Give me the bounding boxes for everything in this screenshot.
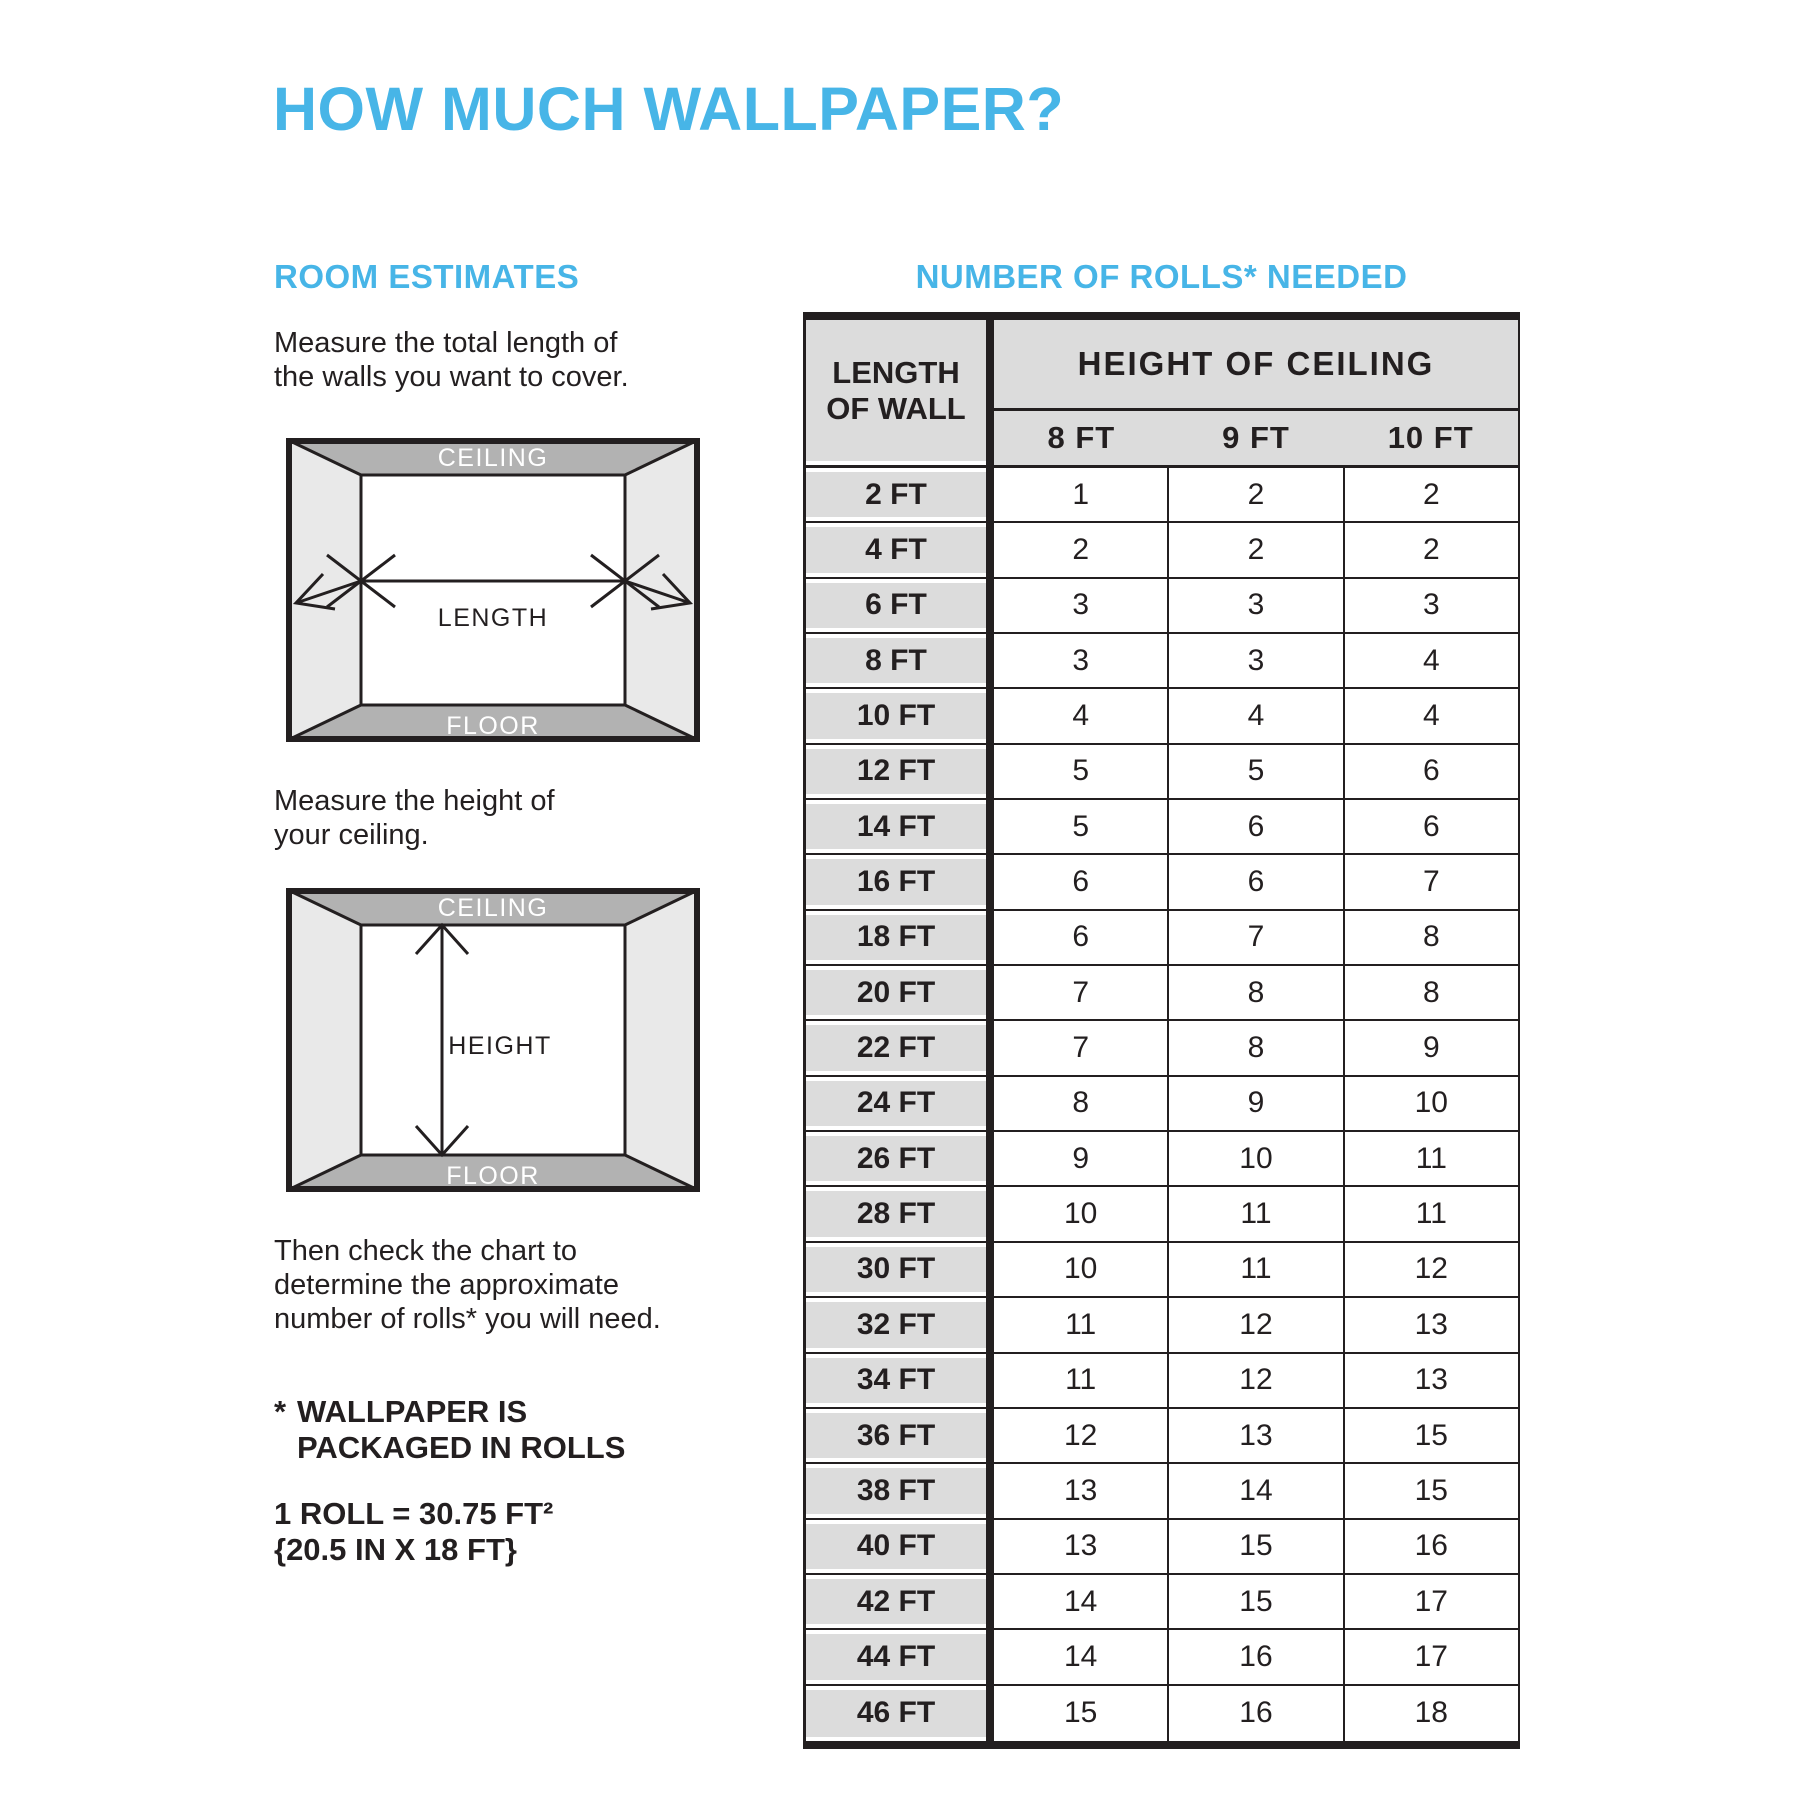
table-row <box>806 1187 1518 1242</box>
rolls-value-cell: 2 <box>1422 477 1440 511</box>
header-divider-bar <box>986 320 994 1741</box>
table-row <box>806 745 1518 800</box>
rolls-value-cell: 12 <box>1414 1252 1448 1286</box>
rolls-value-cell: 11 <box>1415 1197 1447 1231</box>
wall-length-cell: 12 FT <box>806 749 986 794</box>
wall-length-cell: 34 FT <box>806 1358 986 1403</box>
table-row <box>806 1630 1518 1685</box>
wall-length-cell-wrap <box>806 1686 986 1741</box>
row-header-cell <box>806 320 986 465</box>
table-header <box>806 320 1518 465</box>
wall-length-cell: 2 FT <box>806 472 986 517</box>
rolls-value-cell: 8 <box>1169 966 1344 1019</box>
table-row <box>806 966 1518 1021</box>
roll-spec-line1: 1 ROLL = 30.75 FT² <box>274 1496 554 1531</box>
step1-text <box>274 326 629 394</box>
length-label: LENGTH <box>437 604 549 632</box>
table-row <box>806 1243 1518 1298</box>
rolls-value-cell: 8 <box>994 1077 1169 1130</box>
rolls-value-cell: 5 <box>1169 745 1344 798</box>
room-height-diagram <box>286 888 700 1192</box>
rolls-value-cell: 2 <box>1169 468 1344 521</box>
rolls-value-cell: 7 <box>994 1021 1169 1074</box>
wall-length-cell-wrap <box>806 1409 986 1462</box>
rolls-value-cell: 4 <box>1422 643 1440 677</box>
rolls-value-cell: 8 <box>1169 1021 1344 1074</box>
rolls-value-cell: 6 <box>994 911 1169 964</box>
wall-length-cell: 22 FT <box>806 1025 986 1070</box>
row-header-line2: OF WALL <box>826 390 966 426</box>
rolls-value-cell: 17 <box>1414 1639 1448 1673</box>
wall-length-cell: 6 FT <box>806 583 986 628</box>
table-row <box>806 1298 1518 1353</box>
wall-length-cell: 44 FT <box>806 1634 986 1679</box>
row-header-line1: LENGTH <box>832 354 960 390</box>
rolls-value-cell: 14 <box>994 1630 1169 1683</box>
rolls-value-cell: 16 <box>1169 1686 1344 1741</box>
table-row <box>806 1464 1518 1519</box>
rolls-value-cell: 11 <box>1415 1141 1447 1175</box>
wall-length-cell-wrap <box>806 1187 986 1240</box>
wall-length-cell-wrap <box>806 1298 986 1351</box>
step3-line1: Then check the chart to <box>274 1235 578 1267</box>
table-row <box>806 1021 1518 1076</box>
step3-text <box>274 1234 661 1336</box>
ceiling-label: CEILING <box>437 894 549 922</box>
rolls-table-body <box>806 468 1518 1741</box>
wall-length-cell: 10 FT <box>806 693 986 738</box>
table-row <box>806 1520 1518 1575</box>
rolls-value-cell: 2 <box>994 523 1169 576</box>
room-length-diagram <box>286 438 700 742</box>
rolls-value-cell: 3 <box>994 579 1169 632</box>
footnote-line2: PACKAGED IN ROLLS <box>297 1430 626 1465</box>
column-headers <box>994 411 1518 465</box>
rolls-value-cell: 14 <box>1169 1464 1344 1517</box>
step1-line1: Measure the total length of <box>274 327 618 359</box>
rolls-value-cell: 11 <box>994 1354 1169 1407</box>
rolls-value-cell: 15 <box>1169 1575 1344 1628</box>
rolls-value-cell: 13 <box>1169 1409 1344 1462</box>
wall-length-cell-wrap <box>806 911 986 964</box>
table-row <box>806 689 1518 744</box>
column-header-9ft: 9 FT <box>1222 420 1290 455</box>
wall-length-cell: 38 FT <box>806 1468 986 1513</box>
step2-line2: your ceiling. <box>274 819 429 851</box>
table-row <box>806 1575 1518 1630</box>
step3-line2: determine the approximate <box>274 1269 619 1301</box>
wall-length-cell-wrap <box>806 1243 986 1296</box>
rolls-value-cell: 2 <box>1422 533 1440 567</box>
rolls-value-cell: 10 <box>994 1243 1169 1296</box>
wall-length-cell: 20 FT <box>806 970 986 1015</box>
rolls-value-cell: 10 <box>994 1187 1169 1240</box>
table-row <box>806 468 1518 523</box>
wall-length-cell-wrap <box>806 689 986 742</box>
page-title: HOW MUCH WALLPAPER? <box>273 75 1065 143</box>
rolls-value-cell: 2 <box>1169 523 1344 576</box>
rolls-value-cell: 12 <box>1169 1354 1344 1407</box>
rolls-value-cell: 13 <box>994 1520 1169 1573</box>
rolls-value-cell: 15 <box>1169 1520 1344 1573</box>
wall-length-cell-wrap <box>806 1630 986 1683</box>
rolls-value-cell: 4 <box>994 689 1169 742</box>
wall-length-cell-wrap <box>806 1575 986 1628</box>
rolls-value-cell: 12 <box>1169 1298 1344 1351</box>
wall-length-cell-wrap <box>806 745 986 798</box>
wall-length-cell: 40 FT <box>806 1524 986 1569</box>
wall-length-cell-wrap <box>806 468 986 521</box>
step2-text <box>274 784 555 852</box>
rolls-value-cell: 1 <box>994 468 1169 521</box>
table-row <box>806 1354 1518 1409</box>
wall-length-cell-wrap <box>806 1132 986 1185</box>
rolls-value-cell: 9 <box>1169 1077 1344 1130</box>
room-estimates-heading: ROOM ESTIMATES <box>274 258 580 295</box>
rolls-value-cell: 17 <box>1414 1584 1448 1618</box>
rolls-table <box>803 312 1520 1749</box>
right-wall-panel <box>625 888 700 1192</box>
wall-length-cell-wrap <box>806 1520 986 1573</box>
rolls-value-cell: 15 <box>994 1686 1169 1741</box>
rolls-value-cell: 9 <box>1422 1031 1440 1065</box>
wall-length-cell: 46 FT <box>806 1690 986 1737</box>
rolls-value-cell: 13 <box>1414 1363 1448 1397</box>
table-row <box>806 855 1518 910</box>
column-header-8ft: 8 FT <box>1047 420 1116 455</box>
wall-length-cell: 32 FT <box>806 1302 986 1347</box>
rolls-value-cell: 18 <box>1414 1696 1448 1730</box>
wall-length-cell-wrap <box>806 1077 986 1130</box>
wall-length-cell: 30 FT <box>806 1247 986 1292</box>
rolls-value-cell: 5 <box>994 800 1169 853</box>
wall-length-cell-wrap <box>806 1464 986 1517</box>
rolls-value-cell: 8 <box>1422 975 1440 1009</box>
rolls-value-cell: 8 <box>1422 920 1440 954</box>
rolls-value-cell: 11 <box>1169 1187 1344 1240</box>
rolls-value-cell: 13 <box>994 1464 1169 1517</box>
rolls-value-cell: 3 <box>1169 579 1344 632</box>
step2-line1: Measure the height of <box>274 785 555 817</box>
table-row <box>806 1686 1518 1741</box>
wall-length-cell-wrap <box>806 966 986 1019</box>
wall-length-cell-wrap <box>806 579 986 632</box>
rolls-value-cell: 6 <box>1422 809 1440 843</box>
table-row <box>806 579 1518 634</box>
column-header-10ft: 10 FT <box>1387 420 1474 455</box>
table-row <box>806 634 1518 689</box>
table-row <box>806 1077 1518 1132</box>
roll-spec-line2: {20.5 IN X 18 FT} <box>274 1532 517 1567</box>
wall-length-cell-wrap <box>806 800 986 853</box>
rolls-value-cell: 5 <box>994 745 1169 798</box>
ceiling-label: CEILING <box>437 444 549 472</box>
table-row <box>806 523 1518 578</box>
step3-line3: number of rolls* you will need. <box>274 1303 661 1335</box>
rolls-value-cell: 6 <box>1422 754 1440 788</box>
wall-length-cell: 24 FT <box>806 1081 986 1126</box>
rolls-value-cell: 15 <box>1414 1473 1448 1507</box>
table-row <box>806 911 1518 966</box>
rolls-value-cell: 11 <box>1169 1243 1344 1296</box>
asterisk: * <box>274 1394 287 1429</box>
table-row <box>806 800 1518 855</box>
footnote-line1: WALLPAPER IS <box>297 1394 528 1429</box>
wall-length-cell: 26 FT <box>806 1136 986 1181</box>
wall-length-cell: 14 FT <box>806 804 986 849</box>
left-wall-panel <box>286 888 361 1192</box>
wall-length-cell-wrap <box>806 1354 986 1407</box>
wall-length-cell: 42 FT <box>806 1579 986 1624</box>
roll-spec <box>274 1496 553 1568</box>
rolls-value-cell: 12 <box>994 1409 1169 1462</box>
rolls-value-cell: 6 <box>1169 855 1344 908</box>
floor-label: FLOOR <box>446 712 540 740</box>
rolls-value-cell: 7 <box>994 966 1169 1019</box>
wall-length-cell-wrap <box>806 1021 986 1074</box>
rolls-table-heading: NUMBER OF ROLLS* NEEDED <box>915 258 1408 295</box>
rolls-value-cell: 7 <box>1422 865 1440 899</box>
rolls-value-cell: 6 <box>1169 800 1344 853</box>
rolls-value-cell: 16 <box>1414 1529 1448 1563</box>
rolls-value-cell: 3 <box>1169 634 1344 687</box>
wall-length-cell-wrap <box>806 855 986 908</box>
wall-length-cell: 16 FT <box>806 859 986 904</box>
rolls-value-cell: 10 <box>1414 1086 1448 1120</box>
rolls-value-cell: 3 <box>1422 588 1440 622</box>
rolls-value-cell: 11 <box>994 1298 1169 1351</box>
rolls-value-cell: 4 <box>1422 699 1440 733</box>
rolls-value-cell: 16 <box>1169 1630 1344 1683</box>
rolls-value-cell: 14 <box>994 1575 1169 1628</box>
step1-line2: the walls you want to cover. <box>274 361 629 393</box>
floor-label: FLOOR <box>446 1162 540 1190</box>
wall-length-cell: 8 FT <box>806 638 986 683</box>
back-wall <box>361 475 625 705</box>
height-label: HEIGHT <box>448 1032 552 1060</box>
column-group-header: HEIGHT OF CEILING <box>994 320 1518 408</box>
rolls-footnote <box>274 1394 625 1466</box>
wall-length-cell: 36 FT <box>806 1413 986 1458</box>
wall-length-cell: 18 FT <box>806 915 986 960</box>
rolls-value-cell: 6 <box>994 855 1169 908</box>
wall-length-cell: 28 FT <box>806 1191 986 1236</box>
rolls-value-cell: 10 <box>1169 1132 1344 1185</box>
table-row <box>806 1409 1518 1464</box>
rolls-value-cell: 7 <box>1169 911 1344 964</box>
wall-length-cell-wrap <box>806 634 986 687</box>
wall-length-cell-wrap <box>806 523 986 576</box>
rolls-value-cell: 3 <box>994 634 1169 687</box>
wall-length-cell: 4 FT <box>806 527 986 572</box>
rolls-value-cell: 15 <box>1414 1418 1448 1452</box>
rolls-value-cell: 4 <box>1169 689 1344 742</box>
rolls-value-cell: 9 <box>994 1132 1169 1185</box>
table-row <box>806 1132 1518 1187</box>
rolls-value-cell: 13 <box>1414 1307 1448 1341</box>
